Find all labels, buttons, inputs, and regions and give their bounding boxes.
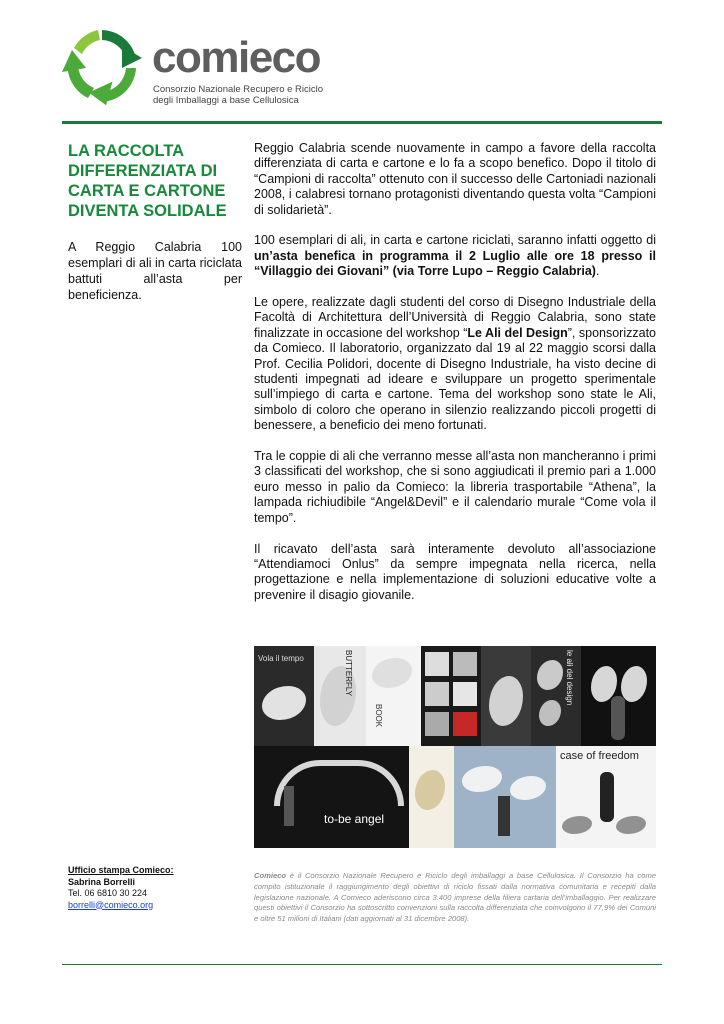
logo-subtitle (153, 84, 323, 106)
footer-divider (62, 964, 662, 965)
paragraph-5: Il ricavato dell’asta sarà interamente devoluto all’associazione “Attendiamoci Onlus” da sempre impegnata nella ricerca, nella progettazione e nella implementazione di soluzioni educative volte a prevenire il disagio giovanile. (254, 541, 656, 602)
collage-text-ali-design: le ali del design (565, 650, 574, 706)
comieco-logo (60, 22, 330, 110)
article-headline: LA RACCOLTA DIFFERENZIATA DI CARTA E CARTONE DIVENTA SOLIDALE (68, 142, 227, 220)
paragraph-3 (254, 295, 656, 434)
collage-text-volo: Vola il tempo (258, 654, 304, 663)
logo-subtitle-line1: Consorzio Nazionale Recupero e Riciclo (153, 84, 324, 95)
article-lead: A Reggio Calabria 100 esemplari di ali in carta riciclata battuti all’asta per beneficienza. (68, 240, 242, 302)
recycle-arrows-icon (60, 24, 144, 108)
article-body (254, 141, 656, 619)
collage-tile-poster (409, 746, 454, 848)
collage-tile-ali-design (531, 646, 581, 746)
collage-tile-sky (454, 746, 556, 848)
collage-text-book: BOOK (374, 704, 383, 728)
wings-photo-collage (254, 646, 656, 848)
paragraph-3-rest: ”, sponsorizzato da Comieco. Il laboratorio, organizzato dal 19 al 22 maggio scorsi dalla Prof. Cecilia Polidori, docente di Disegno Industriale, ha visto decine di studenti impegnati ad ideare e sviluppare un progetto sperimentale sull’impiego di carta e cartone. Tema del workshop sono state le Ali, simbolo di coloro che operano in silenzio realizzando piccoli progetti di benessere, a beneficio dei meno fortunati. (254, 325, 657, 433)
collage-tile-book (366, 646, 421, 746)
footnote-text: è il Consorzio Nazionale Recupero e Riciclo degli imballaggi a base Cellulosica. Il Consorzio ha come compito istituzionale il raggiungimento degli obiettivi di riciclo fissati dalla normativa comunitaria e recepiti dalla legislazione nazionale. A Comieco aderiscono circa 3.400 imprese della filiera cartaria dell’imballaggio. Per realizzare questi obiettivi il Consorzio ha sottoscritto convenzioni sulla raccolta differenziata che coinvolgono il 77,9% dei Comuni e oltre 51 milioni di Italiani (dati aggiornati al 31 dicembre 2008). (254, 871, 656, 924)
collage-tile-butterfly (314, 646, 366, 746)
collage-text-freedom: case of freedom (560, 750, 639, 762)
paragraph-4: Tra le coppie di ali che verranno messe all’asta non mancheranno i primi 3 classificati del workshop, che si sono aggiudicati il premio pari a 1.000 euro messo in palio da Comieco: la libreria trasportabile “Athena”, la lampada richiudibile “Angel&Devil” e il calendario murale “Come vola il tempo”. (254, 449, 656, 525)
paragraph-1: Reggio Calabria scende nuovamente in campo a favore della raccolta differenziata di carta e cartone e lo fa a scopo benefico. Dopo il titolo di “Campioni di raccolta” ottenuto con il successo delle Cartoniadi nazionali 2008, i calabresi tornano protagonisti diventando questa volta “Campioni di solidarietà”. (254, 141, 656, 217)
contact-email-link[interactable]: borrelli@comieco.org (68, 899, 154, 910)
paragraph-3-text: Le opere, realizzate dagli studenti del corso di Disegno Industriale della Facoltà di Architettura dell’Università di Reggio Calabria, sono state finalizzate in occasione del workshop “ (254, 295, 656, 340)
collage-tile-night-angel (254, 746, 409, 848)
contact-phone: Tel. 06 6810 30 224 (68, 888, 148, 898)
logo-wordmark: comieco (152, 33, 321, 82)
workshop-name: Le Ali del Design (467, 325, 568, 340)
paragraph-2-text: 100 esemplari di ali, in carta e cartone riciclati, saranno infatti oggetto di (254, 233, 656, 248)
footnote-brand: Comieco (254, 871, 287, 880)
collage-tile-freedom (556, 746, 656, 848)
collage-text-to-be-angel: to-be angel (324, 812, 385, 826)
paragraph-2 (254, 233, 656, 279)
press-contact (68, 865, 248, 911)
logo-subtitle-line2: degli Imballaggi a base Cellulosica (153, 95, 299, 106)
auction-details: un’asta benefica in programma il 2 Luglio alle ore 18 presso il “Villaggio dei Giovani” (via Torre Lupo – Reggio Calabria) (254, 248, 656, 279)
collage-tile-grid (421, 646, 481, 746)
header-divider (62, 121, 662, 124)
collage-tile-vola (254, 646, 314, 746)
collage-tile-sculpture (481, 646, 531, 746)
left-column (68, 141, 242, 303)
collage-tile-figure (581, 646, 656, 746)
contact-title: Ufficio stampa Comieco: (68, 865, 174, 875)
collage-text-butterfly: BUTTERFLY (344, 650, 353, 697)
paragraph-2-end: . (595, 264, 600, 279)
contact-name: Sabrina Borrelli (68, 876, 136, 887)
comieco-footnote (254, 871, 656, 925)
